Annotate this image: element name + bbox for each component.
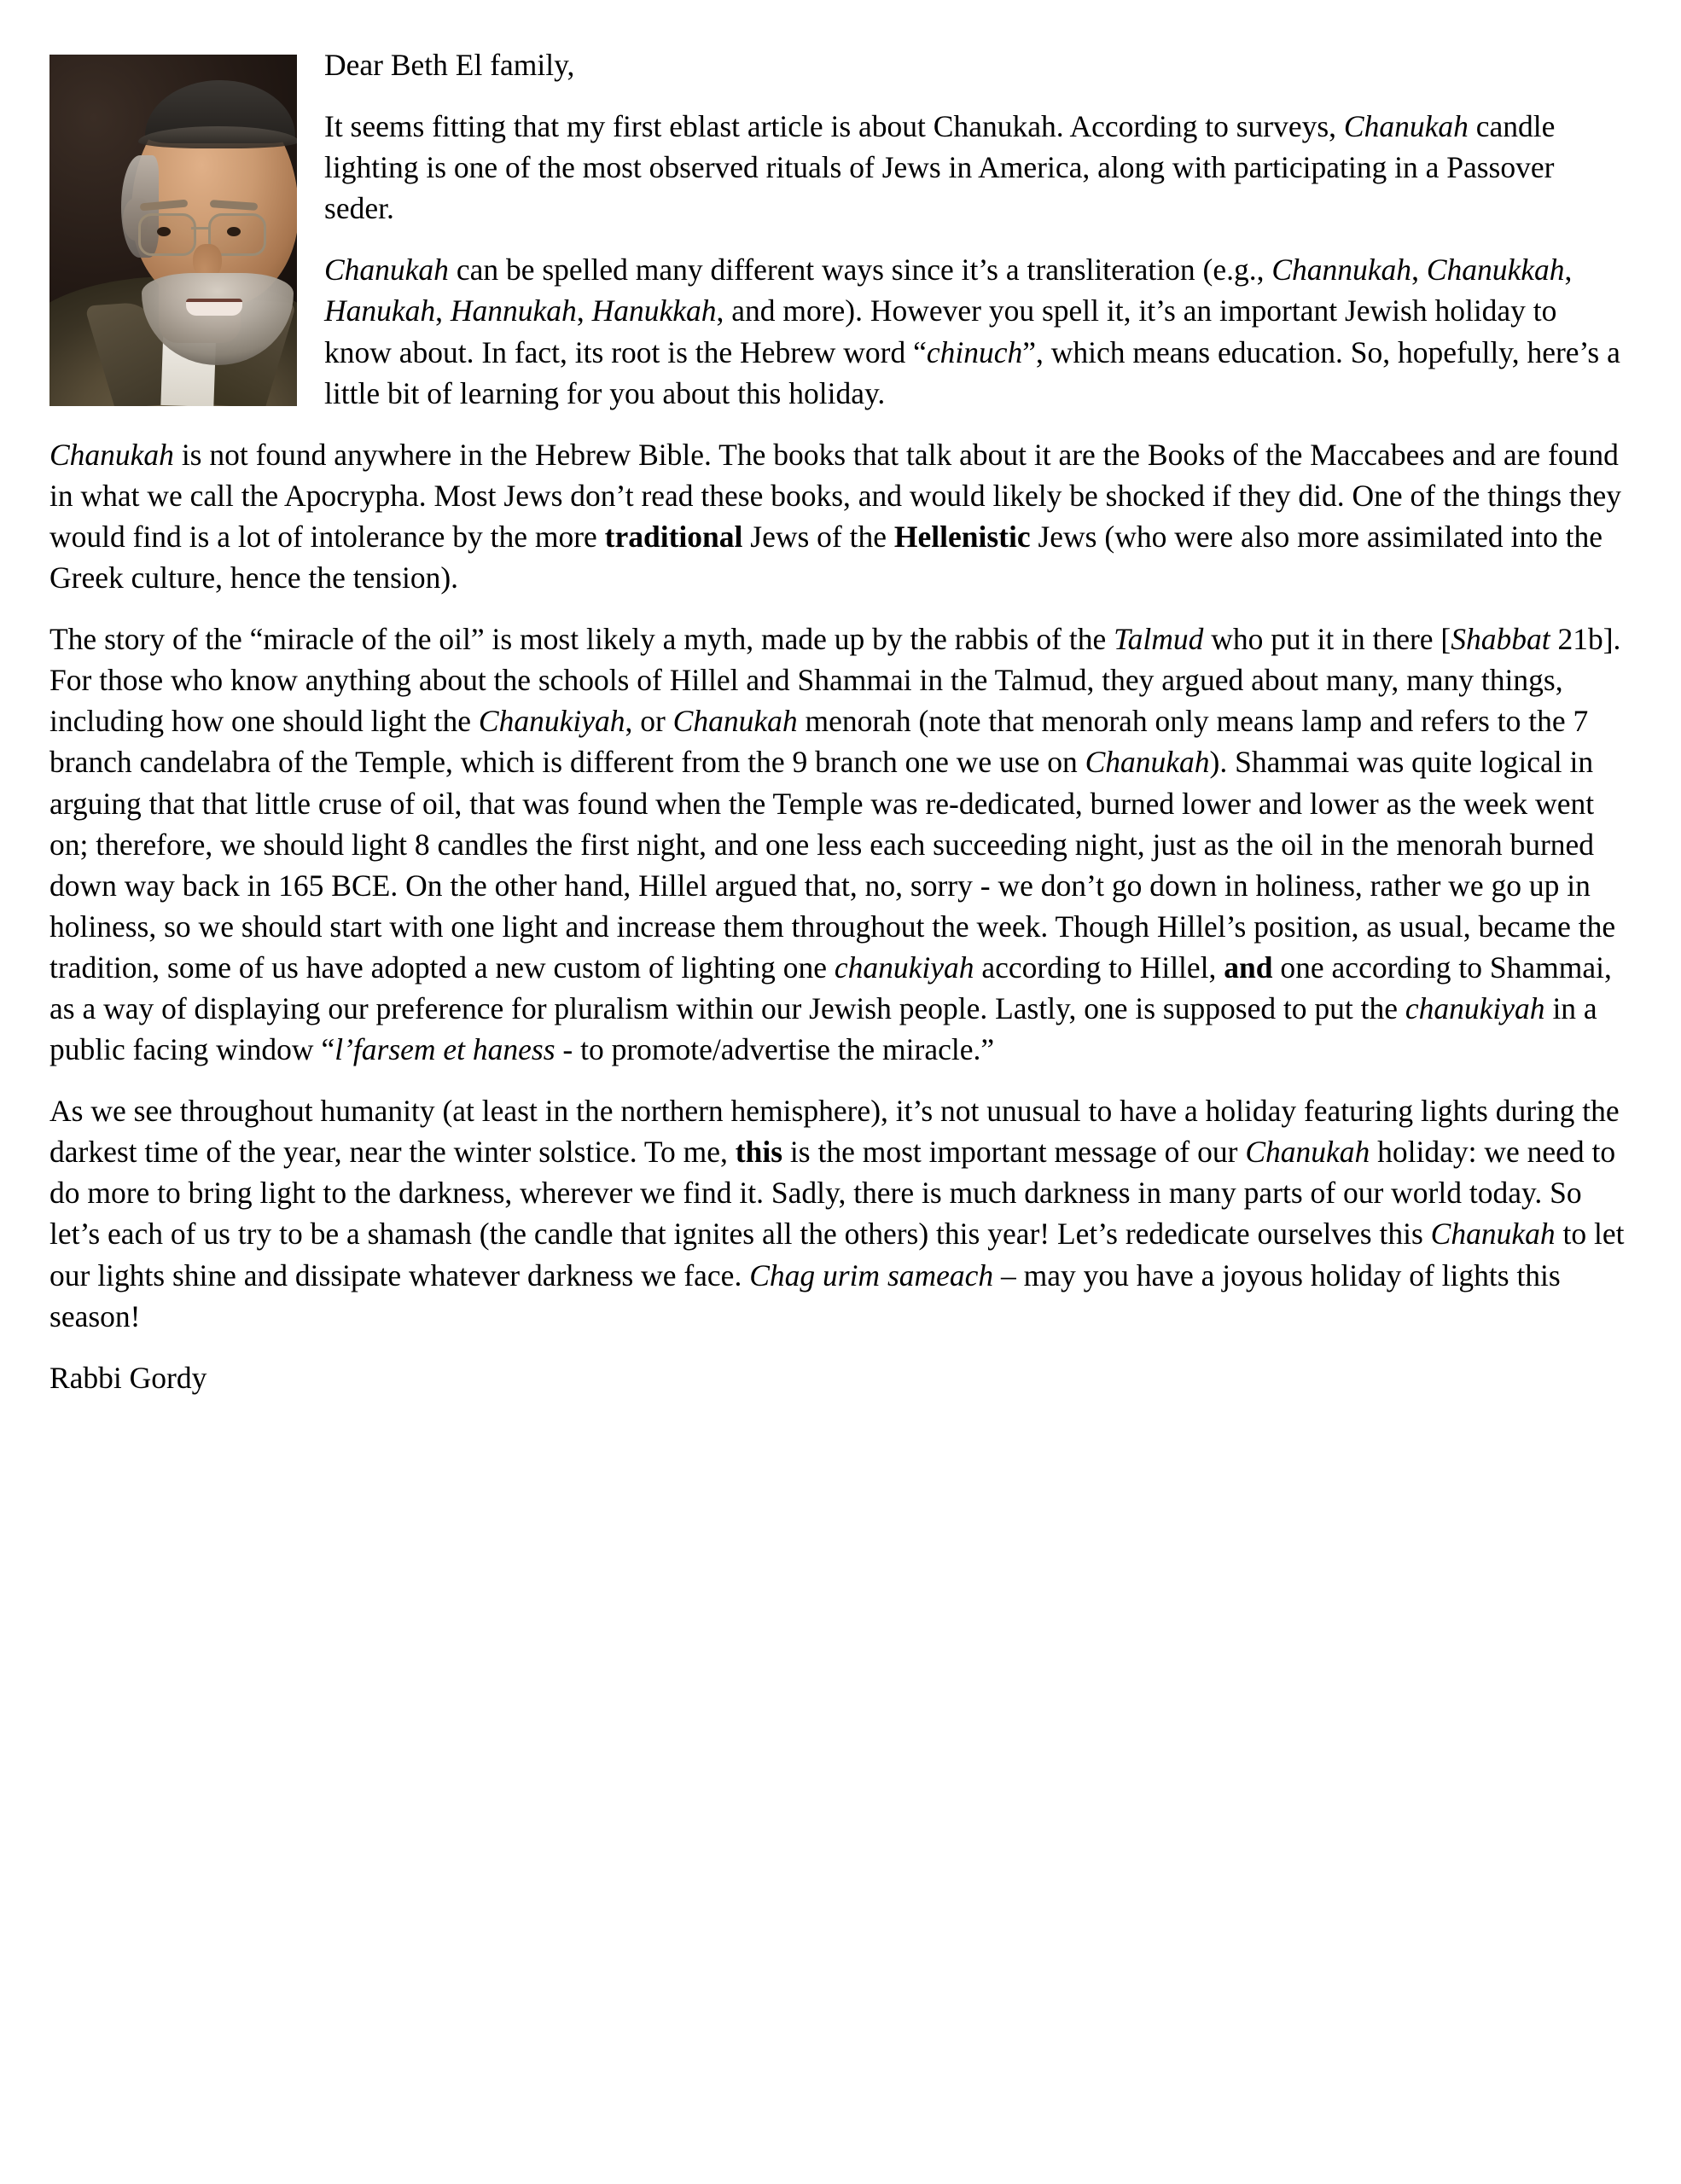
eyeglass-bridge [191,227,210,229]
paragraph-2: Chanukah can be spelled many different ways since it’s a transliteration (e.g., Channukah, Chanukkah, Hanukah, Hannukah, Hanukkah, and more). However you spell it, it’s an important Jewish holiday to know about. In fact, its root is the Hebrew word “chinuch”, which means education. So, hopefully, here’s a little bit of learning for you about this holiday. [324,253,1620,410]
paragraph-5: As we see throughout humanity (at least in the northern hemisphere), it’s not unusual to have a holiday featuring lights during the darkest time of the year, near the winter solstice. To me, this is the most important message of our Chanukah holiday: we need to do more to bring light to the darkness, wherever we find it. Sadly, there is much darkness in many parts of our world today. So let’s each of us try to be a shamash (the candle that ignites all the others) this year! Let’s rededicate ourselves this Chanukah to let our lights shine and dissipate whatever darkness we face. Chag urim sameach – may you have a joyous holiday of lights this season! [49,1094,1625,1333]
article-body [49,44,1628,1398]
rabbi-portrait-image [49,55,297,406]
eye-right [227,227,241,236]
mouth-shape [186,299,242,316]
paragraph-4: The story of the “miracle of the oil” is most likely a myth, made up by the rabbis of the Talmud who put it in there [Shabbat 21b]. For those who know anything about the schools of Hillel and Shammai in the Talmud, they argued about many, many things, including how one should light the Chanukiyah, or Chanukah menorah (note that menorah only means lamp and refers to the 7 branch candelabra of the Temple, which is different from the 9 branch one we use on Chanukah). Shammai was quite logical in arguing that that little cruse of oil, that was found when the Temple was re-dedicated, burned lower and lower as the week went on; therefore, we should light 8 candles the first night, and one less each succeeding night, just as the oil in the menorah burned down way back in 165 BCE. On the other hand, Hillel argued that, no, sorry - we don’t go down in holiness, rather we go up in holiness, so we should start with one light and increase them throughout the week. Though Hillel’s position, as usual, became the tradition, some of us have adopted a new custom of lighting one chanukiyah according to Hillel, and one according to Shammai, as a way of displaying our preference for pluralism within our Jewish people. Lastly, one is supposed to put the chanukiyah in a public facing window “l’farsem et haness - to promote/advertise the miracle.” [49,622,1621,1067]
signature: Rabbi Gordy [49,1360,207,1395]
salutation: Dear Beth El family, [324,48,575,82]
eye-left [157,227,171,236]
paragraph-1: It seems fitting that my first eblast article is about Chanukah. According to surveys, Chanukah candle lighting is one of the most observed rituals of Jews in America, along with participating in a Passover seder. [324,109,1556,226]
paragraph-3: Chanukah is not found anywhere in the Hebrew Bible. The books that talk about it are the Books of the Maccabees and are found in what we call the Apocrypha. Most Jews don’t read these books, and would likely be shocked if they did. One of the things they would find is a lot of intolerance by the more traditional Jews of the Hellenistic Jews (who were also more assimilated into the Greek culture, hence the tension). [49,437,1622,595]
